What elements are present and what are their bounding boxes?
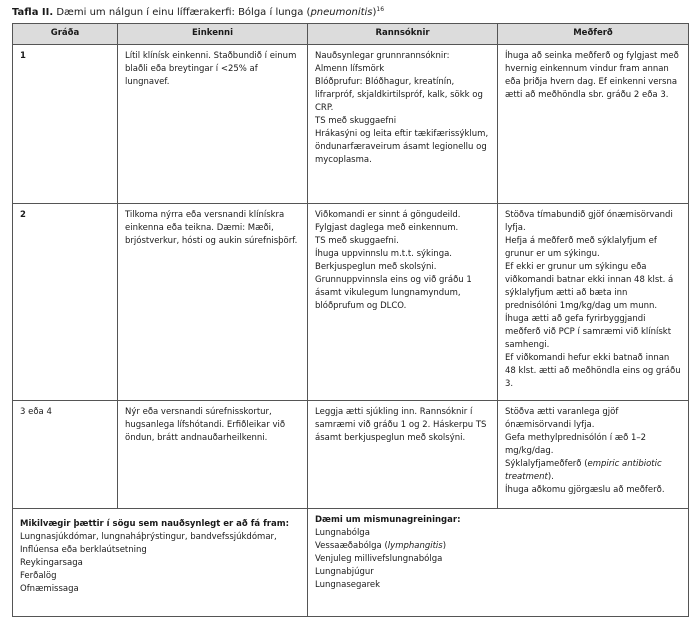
history-item: Ferðalög	[20, 571, 57, 581]
treatment-line: Íhuga aðkomu gjörgæslu að meðferð.	[505, 485, 665, 495]
test-line: TS með skuggaefni.	[315, 236, 399, 246]
header-treatment: Meðferð	[498, 24, 689, 45]
table-row	[13, 401, 689, 509]
test-line: Fylgjast daglega með einkennum.	[315, 223, 459, 233]
caption-italic: pneumonitis	[310, 7, 373, 18]
grade-cell: 2	[13, 204, 118, 401]
differential-text: Vessaæðabólga (	[315, 541, 388, 551]
treatment-cell	[498, 401, 689, 509]
differential-item: Venjuleg millivefslungnabólga	[315, 554, 443, 564]
treatment-line: Stöðva ætti varanlega gjöf ónæmisörvandi lyfja.	[505, 407, 619, 430]
treatment-line: Íhuga að seinka meðferð og fylgjast með hvernig einkennum vindur fram annan eða þriðja hvern dag. Ef einkenni versna ætti að meðhöndla sbr. gráðu 2 eða 3.	[505, 51, 679, 100]
differential-text: )	[442, 541, 447, 551]
caption-text: Dæmi um nálgun í einu líffærakerfi: Bólga í lunga (	[56, 7, 311, 18]
test-line: Nauðsynlegar grunnrannsóknir:	[315, 51, 450, 61]
symptoms-cell: Lítil klínísk einkenni. Staðbundið í einum blaðli eða breytingar í <25% af lungnavef.	[118, 45, 308, 204]
test-line: Berkjuspeglun með skolsýni.	[315, 262, 437, 272]
test-line: Hrákasýni og leita eftir tækifærissýklum, öndunarfæraveirum ásamt legionellu og mycoplasma.	[315, 129, 489, 165]
table-row	[13, 204, 689, 401]
table-caption	[12, 6, 384, 19]
treatment-cell	[498, 45, 689, 204]
test-line: TS með skuggaefni	[315, 116, 397, 126]
treatment-line: Ef viðkomandi hefur ekki batnað innan 48 klst. ætti að meðhöndla eins og gráðu 3.	[505, 353, 681, 389]
caption-close: )	[372, 7, 377, 18]
symptoms-cell: Tilkoma nýrra eða versnandi klínískra einkenna eða teikna. Dæmi: Mæði, brjóstverkur, hósti og aukin súrefnisþörf.	[118, 204, 308, 401]
treatment-line: Stöðva tímabundið gjöf ónæmisörvandi lyfja.	[505, 210, 673, 233]
history-item: Lungnasjúkdómar, lungnaháþrýstingur, bandvefssjúkdómar, Inflúensa eða berklaútsetning	[20, 532, 277, 555]
differential-item: Lungnabjúgur	[315, 567, 374, 577]
table-row	[13, 45, 689, 204]
history-item: Reykingarsaga	[20, 558, 83, 568]
symptoms-cell: Nýr eða versnandi súrefnisskortur, hugsanlega lífshótandi. Erfiðleikar við öndun, brátt andnauðarheilkenni.	[118, 401, 308, 509]
treatment-text: ).	[547, 472, 554, 482]
differential-item	[315, 540, 681, 553]
tests-cell	[308, 45, 498, 204]
test-line: Grunnuppvinnsla eins og við gráðu 1 ásamt vikulegum lungnamyndum, blóðprufum og DLCO.	[315, 275, 472, 311]
treatment-italic: empiric antibiotic treatment	[505, 459, 662, 482]
treatment-cell	[498, 204, 689, 401]
test-line: Almenn lífsmörk	[315, 64, 385, 74]
treatment-line: Íhuga ætti að gefa fyrirbyggjandi meðferð við PCP í samræmi við klínískt samhengi.	[505, 314, 672, 350]
footer-row	[13, 509, 689, 617]
test-line: Viðkomandi er sinnt á göngudeild.	[315, 210, 461, 220]
test-line: Íhuga uppvinnslu m.t.t. sýkinga.	[315, 249, 453, 259]
header-symptoms: Einkenni	[118, 24, 308, 45]
header-grade: Gráða	[13, 24, 118, 45]
differential-cell	[308, 509, 689, 617]
caption-label: Tafla II.	[12, 7, 54, 18]
differential-italic: lymphangitis	[387, 541, 443, 551]
test-line: Leggja ætti sjúkling inn. Rannsóknir í samræmi við gráðu 1 og 2. Háskerpu TS ásamt berkjuspeglun með skolsýni.	[315, 407, 487, 443]
grading-table	[12, 23, 689, 617]
tests-cell	[308, 401, 498, 509]
treatment-line: Hefja á meðferð með sýklalyfjum ef grunur er um sýkingu.	[505, 236, 657, 259]
treatment-line: Ef ekki er grunur um sýkingu eða viðkomandi batnar ekki innan 48 klst. á sýklalyfjum ætti að bæta inn prednisólóni 1mg/kg/dag um munn.	[505, 262, 674, 311]
differential-item: Lungnabólga	[315, 528, 370, 538]
grade-cell: 3 eða 4	[13, 401, 118, 509]
history-heading: Mikilvægir þættir í sögu sem nauðsynlegt er að fá fram:	[20, 519, 289, 529]
treatment-line	[505, 458, 681, 484]
treatment-line: Gefa methylprednisólón í æð 1–2 mg/kg/dag.	[505, 433, 647, 456]
history-cell	[13, 509, 308, 617]
header-tests: Rannsóknir	[308, 24, 498, 45]
caption-reference: 16	[376, 6, 385, 13]
header-row	[13, 24, 689, 45]
grade-cell: 1	[13, 45, 118, 204]
differential-heading: Dæmi um mismunagreiningar:	[315, 515, 461, 525]
differential-item: Lungnasegarek	[315, 580, 381, 590]
test-line: Blóðprufur: Blóðhagur, kreatínín, lifrarpróf, skjaldkirtilspróf, kalk, sökk og CRP.	[315, 77, 483, 113]
tests-cell	[308, 204, 498, 401]
treatment-text: Sýklalyfjameðferð (	[505, 459, 588, 469]
history-item: Ofnæmissaga	[20, 584, 79, 594]
